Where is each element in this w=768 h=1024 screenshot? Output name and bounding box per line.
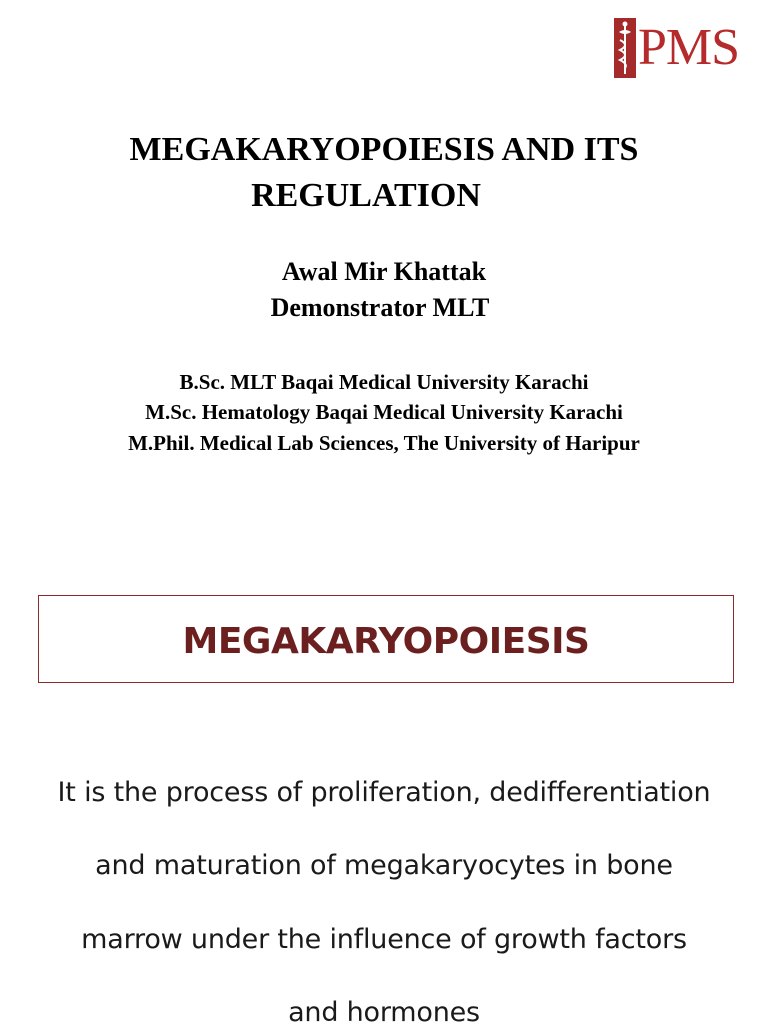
section-heading: MEGAKARYOPOIESIS <box>182 621 590 662</box>
section-heading-box <box>38 595 734 683</box>
definition-line-4: and hormones <box>288 997 480 1024</box>
author-position: Demonstrator MLT <box>270 293 490 322</box>
qualification-3: M.Phil. Medical Lab Sciences, The University of Haripur <box>128 431 640 455</box>
qualification-2: M.Sc. Hematology Baqai Medical University Karachi <box>145 400 623 424</box>
title-line-2: REGULATION <box>251 177 481 214</box>
pms-logo <box>614 16 740 80</box>
author-name: Awal Mir Khattak <box>281 257 487 286</box>
definition-line-1: It is the process of proliferation, dedifferentiation <box>57 777 711 808</box>
logo-text: PMS <box>638 19 740 76</box>
qualification-1: B.Sc. MLT Baqai Medical University Karachi <box>179 370 589 394</box>
definition-line-2: and maturation of megakaryocytes in bone <box>95 850 673 881</box>
title-line-1: MEGAKARYOPOIESIS AND ITS <box>129 131 639 168</box>
caduceus-icon <box>614 18 636 78</box>
definition-line-3: marrow under the influence of growth factors <box>81 924 687 955</box>
